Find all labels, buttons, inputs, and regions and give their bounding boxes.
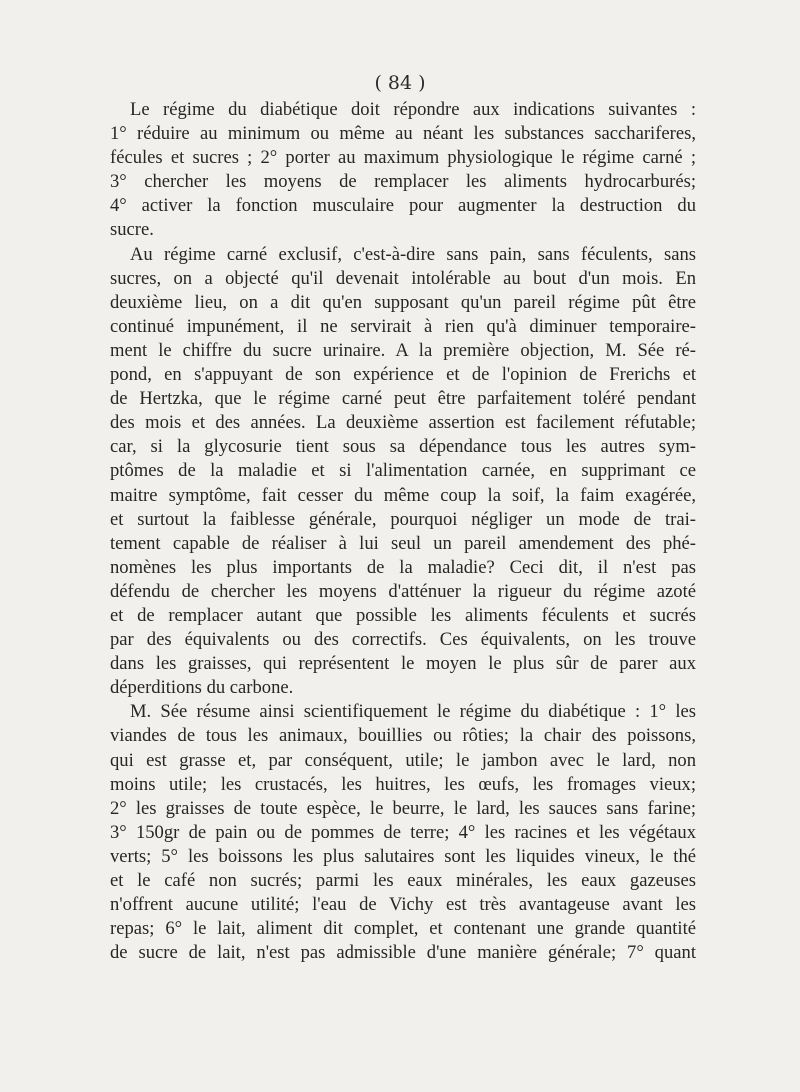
text-line: 3° chercher les moyens de remplacer les aliments hydrocarburés; bbox=[110, 171, 696, 193]
text-line: 1° réduire au minimum ou même au néant les substances sacchariferes, bbox=[110, 123, 696, 145]
text-line: deuxième lieu, on a dit qu'en supposant qu'un pareil régime pût être bbox=[110, 291, 696, 313]
text-line: fécules et sucres ; 2° porter au maximum physiologique le régime carné ; bbox=[110, 147, 696, 169]
text-line: de sucre de lait, n'est pas admissible d'une manière générale; 7° quant bbox=[110, 942, 696, 964]
text-line: 4° activer la fonction musculaire pour augmenter la destruction du bbox=[110, 195, 696, 217]
text-line: 2° les graisses de toute espèce, le beurre, le lard, les sauces sans farine; bbox=[110, 797, 696, 819]
text-line: n'offrent aucune utilité; l'eau de Vichy est très avantageuse avant les bbox=[110, 894, 696, 916]
text-line: sucre. bbox=[110, 219, 154, 241]
text-line: de Hertzka, que le régime carné peut être parfaitement toléré pendant bbox=[110, 388, 696, 410]
text-line: moins utile; les crustacés, les huitres, les œufs, les fromages vieux; bbox=[110, 773, 696, 795]
page-number: ( 84 ) bbox=[374, 72, 426, 94]
text-line: viandes de tous les animaux, bouillies ou rôties; la chair des poissons, bbox=[110, 725, 696, 747]
text-line: par des équivalents ou des correctifs. Ces équivalents, on les trouve bbox=[110, 629, 696, 651]
text-line: continué impunément, il ne servirait à rien qu'à diminuer temporaire- bbox=[110, 315, 696, 337]
text-line: nomènes les plus importants de la maladie? Ceci dit, il n'est pas bbox=[110, 556, 696, 578]
text-line: repas; 6° le lait, aliment dit complet, et contenant une grande quantité bbox=[110, 918, 696, 940]
text-line: dans les graisses, qui représentent le moyen le plus sûr de parer aux bbox=[110, 653, 696, 675]
text-line: défendu de chercher les moyens d'atténuer la rigueur du régime azoté bbox=[110, 580, 696, 602]
body-text bbox=[110, 98, 696, 965]
text-line: ptômes de la maladie et si l'alimentation carnée, en supprimant ce bbox=[110, 460, 696, 482]
text-line: et de remplacer autant que possible les aliments féculents et sucrés bbox=[110, 604, 696, 626]
text-line: tement capable de réaliser à lui seul un pareil amendement des phé- bbox=[110, 532, 696, 554]
text-line: M. Sée résume ainsi scientifiquement le régime du diabétique : 1° les bbox=[130, 701, 696, 723]
text-line: Le régime du diabétique doit répondre aux indications suivantes : bbox=[130, 99, 696, 120]
text-line: des mois et des années. La deuxième assertion est facilement réfutable; bbox=[110, 412, 696, 434]
text-line: car, si la glycosurie tient sous sa dépendance tous les autres sym- bbox=[110, 436, 696, 458]
text-line: et le café non sucrés; parmi les eaux minérales, les eaux gazeuses bbox=[110, 870, 696, 891]
text-line: 3° 150gr de pain ou de pommes de terre; 4° les racines et les végétaux bbox=[110, 821, 696, 843]
text-line: pond, en s'appuyant de son expérience et de l'opinion de Frerichs et bbox=[110, 364, 696, 386]
text-line: maitre symptôme, fait cesser du même coup la soif, la faim exagérée, bbox=[110, 484, 696, 506]
text-line: sucres, on a objecté qu'il devenait intolérable au bout d'un mois. En bbox=[110, 267, 696, 289]
text-line: ment le chiffre du sucre urinaire. A la première objection, M. Sée ré- bbox=[110, 339, 696, 361]
text-line: qui est grasse et, par conséquent, utile; le jambon avec le lard, non bbox=[110, 749, 696, 771]
text-line: verts; 5° les boissons les plus salutaires sont les liquides vineux, le thé bbox=[110, 845, 696, 867]
text-line: déperditions du carbone. bbox=[110, 677, 294, 699]
text-line: et surtout la faiblesse générale, pourquoi négliger un mode de trai- bbox=[110, 508, 696, 530]
text-line: Au régime carné exclusif, c'est-à-dire sans pain, sans féculents, sans bbox=[130, 243, 696, 265]
